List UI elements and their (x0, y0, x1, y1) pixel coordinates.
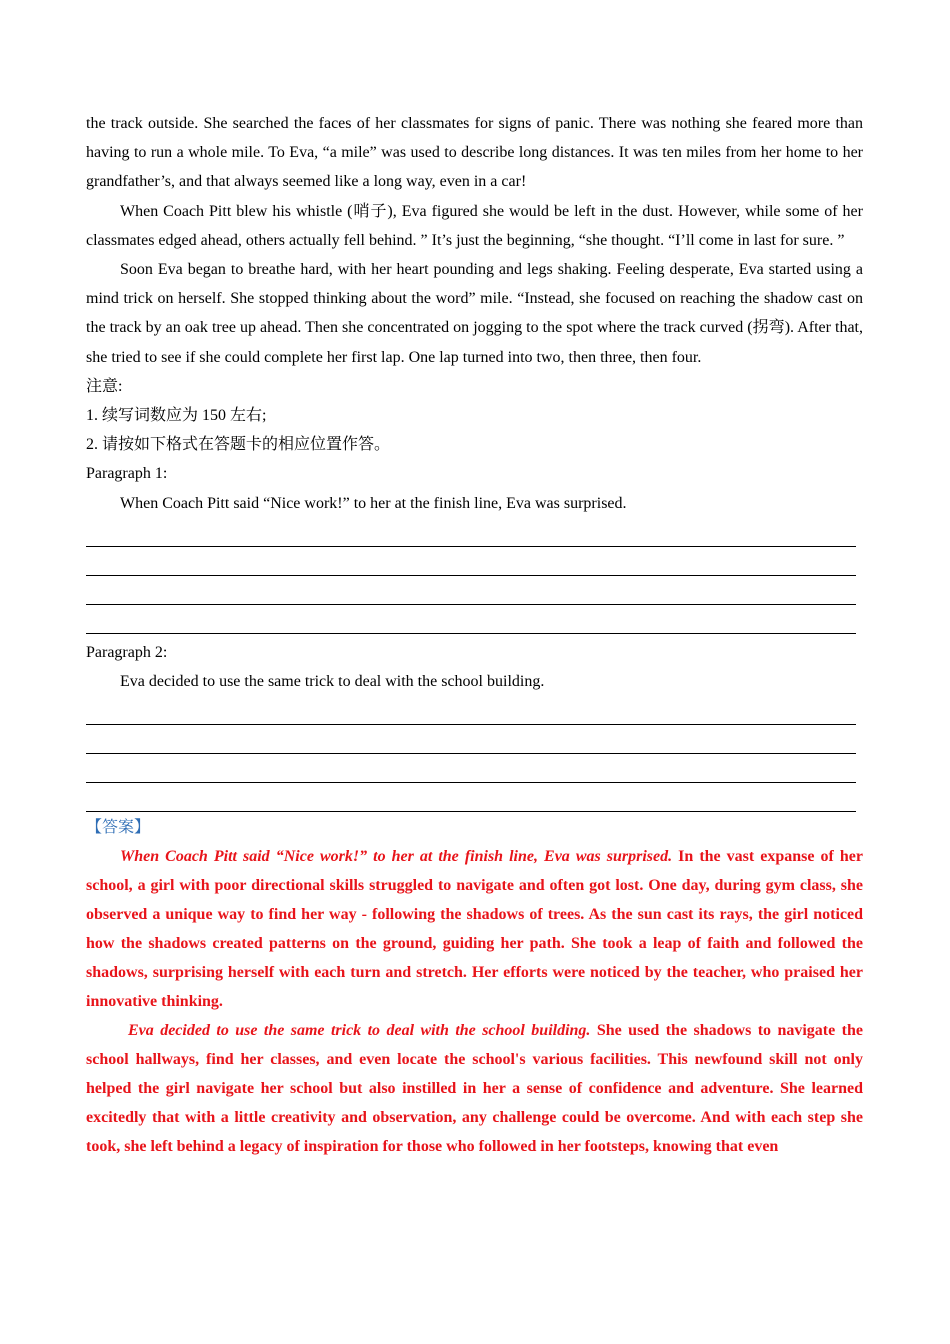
answer-paragraph-2 (86, 1016, 863, 1161)
answer-line (86, 754, 856, 783)
notes-item-1: 1. 续写词数应为 150 左右; (86, 407, 267, 425)
answer-paragraph-1-lead: When Coach Pitt said “Nice work!” to her at the finish line, Eva was surprised. (120, 848, 673, 866)
paragraph-1-prompt: When Coach Pitt said “Nice work!” to her at the finish line, Eva was surprised. (120, 494, 627, 512)
paragraph-1-label: Paragraph 1: (86, 465, 168, 483)
answer-tag: 【答案】 (86, 819, 151, 837)
paragraph-2-answer-lines (86, 696, 863, 812)
story-paragraph-3: Soon Eva began to breathe hard, with her heart pounding and legs shaking. Feeling desperate, Eva started using a mind trick on herself. She stopped thinking about the word” mile. “Instead, she focused on reaching the shadow cast on the track by an oak tree up ahead. Then she concentrated on jogging to the spot where the track curved (拐弯). After that, she tried to see if she could complete her first lap. One lap turned into two, then three, then four. (86, 261, 863, 366)
answer-line (86, 518, 856, 547)
notes-heading: 注意: (86, 377, 123, 395)
answer-line (86, 783, 856, 812)
answer-paragraph-1 (86, 842, 863, 1016)
paragraph-1-answer-lines (86, 518, 863, 634)
answer-line (86, 605, 856, 634)
answer-paragraph-2-lead: Eva decided to use the same trick to deal with the school building. (128, 1022, 591, 1040)
answer-line (86, 725, 856, 754)
answer-line (86, 576, 856, 605)
answer-line (86, 696, 856, 725)
story-paragraph-2: When Coach Pitt blew his whistle (哨子), Eva figured she would be left in the dust. However, while some of her classmates edged ahead, others actually fell behind. ” It’s just the beginning, “she thought. “I’ll come in last for sure. ” (86, 202, 863, 249)
answer-paragraph-1-body: In the vast expanse of her school, a girl with poor directional skills struggled to navigate and often got lost. One day, during gym class, she observed a unique way to find her way - following the shadows of trees. As the sun cast its rays, the girl noticed how the shadows created patterns on the ground, guiding her path. She took a leap of faith and followed the shadows, surprising herself with each turn and stretch. Her efforts were noticed by the teacher, who praised her innovative thinking. (86, 848, 863, 1011)
document-page (86, 109, 863, 1161)
paragraph-2-prompt: Eva decided to use the same trick to deal with the school building. (120, 673, 545, 691)
story-paragraph-1: the track outside. She searched the faces of her classmates for signs of panic. There was nothing she feared more than having to run a whole mile. To Eva, “a mile” was used to describe long distances. It was ten miles from her home to her grandfather’s, and that always seemed like a long way, even in a car! (86, 115, 863, 191)
answer-section (86, 842, 863, 1161)
paragraph-2-label: Paragraph 2: (86, 643, 168, 661)
notes-item-2: 2. 请按如下格式在答题卡的相应位置作答。 (86, 436, 391, 454)
answer-paragraph-2-body: She used the shadows to navigate the school hallways, find her classes, and even locate the school's various facilities. This newfound skill not only helped the girl navigate her school but also instilled in her a sense of confidence and adventure. She learned excitedly that with a little creativity and observation, any challenge could be overcome. And with each step she took, she left behind a legacy of inspiration for those who followed in her footsteps, knowing that even (86, 1022, 863, 1156)
answer-line (86, 547, 856, 576)
